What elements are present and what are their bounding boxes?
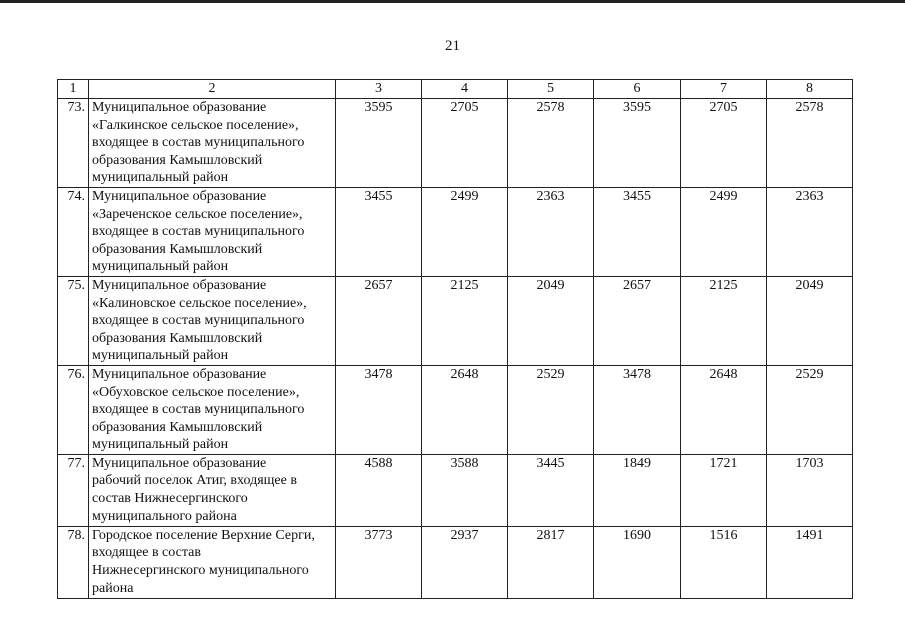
name-line: образования Камышловский — [92, 152, 263, 168]
value-cell: 3455 — [594, 187, 681, 276]
row-number: 73. — [58, 99, 89, 188]
value-cell: 2049 — [508, 276, 594, 365]
municipality-name — [89, 187, 336, 276]
value-cell: 2705 — [681, 99, 767, 188]
row-number: 74. — [58, 187, 89, 276]
name-line: образования Камышловский — [92, 241, 263, 257]
row-number: 75. — [58, 276, 89, 365]
value-cell: 3595 — [594, 99, 681, 188]
table-row — [58, 454, 853, 526]
municipality-name — [89, 526, 336, 598]
name-line: «Калиновское сельское поселение», — [92, 295, 307, 311]
name-line: муниципального района — [92, 508, 237, 524]
name-line: «Галкинское сельское поселение», — [92, 117, 299, 133]
value-cell: 3445 — [508, 454, 594, 526]
value-cell: 3773 — [336, 526, 422, 598]
value-cell: 2363 — [767, 187, 853, 276]
name-line: состав Нижнесергинского — [92, 491, 248, 507]
name-line: муниципальный район — [92, 348, 229, 364]
column-header: 2 — [89, 80, 336, 99]
column-header: 4 — [422, 80, 508, 99]
name-line: Городское поселение Верхние Серги, — [92, 527, 315, 543]
table-row — [58, 99, 853, 188]
value-cell: 2499 — [422, 187, 508, 276]
value-cell: 1516 — [681, 526, 767, 598]
value-cell: 3478 — [336, 365, 422, 454]
value-cell: 4588 — [336, 454, 422, 526]
name-line: рабочий поселок Атиг, входящее в — [92, 473, 297, 489]
row-number: 77. — [58, 454, 89, 526]
value-cell: 2657 — [594, 276, 681, 365]
row-number: 76. — [58, 365, 89, 454]
header-row — [58, 80, 853, 99]
municipality-name — [89, 99, 336, 188]
name-line: муниципальный район — [92, 259, 229, 275]
column-header: 6 — [594, 80, 681, 99]
value-cell: 1703 — [767, 454, 853, 526]
municipality-name — [89, 454, 336, 526]
value-cell: 2049 — [767, 276, 853, 365]
value-cell: 2705 — [422, 99, 508, 188]
column-header: 5 — [508, 80, 594, 99]
name-line: Муниципальное образование — [92, 277, 267, 293]
data-table — [57, 79, 853, 599]
column-header: 3 — [336, 80, 422, 99]
value-cell: 1721 — [681, 454, 767, 526]
value-cell: 3595 — [336, 99, 422, 188]
row-number: 78. — [58, 526, 89, 598]
value-cell: 1690 — [594, 526, 681, 598]
name-line: муниципальный район — [92, 437, 229, 453]
value-cell: 2529 — [767, 365, 853, 454]
value-cell: 2648 — [422, 365, 508, 454]
page-top-border — [0, 0, 905, 3]
value-cell: 2657 — [336, 276, 422, 365]
value-cell: 2499 — [681, 187, 767, 276]
name-line: Муниципальное образование — [92, 455, 267, 471]
value-cell: 3455 — [336, 187, 422, 276]
table-row — [58, 276, 853, 365]
page-number: 21 — [445, 38, 460, 54]
municipality-name — [89, 276, 336, 365]
value-cell: 3478 — [594, 365, 681, 454]
table-row — [58, 526, 853, 598]
name-line: входящее в состав — [92, 545, 201, 561]
municipality-name — [89, 365, 336, 454]
value-cell: 2125 — [422, 276, 508, 365]
column-header: 1 — [58, 80, 89, 99]
column-header: 7 — [681, 80, 767, 99]
value-cell: 1849 — [594, 454, 681, 526]
name-line: входящее в состав муниципального — [92, 224, 305, 240]
value-cell: 2817 — [508, 526, 594, 598]
value-cell: 2937 — [422, 526, 508, 598]
value-cell: 1491 — [767, 526, 853, 598]
name-line: Муниципальное образование — [92, 366, 267, 382]
name-line: Муниципальное образование — [92, 188, 267, 204]
name-line: «Обуховское сельское поселение», — [92, 384, 300, 400]
value-cell: 2578 — [508, 99, 594, 188]
name-line: образования Камышловский — [92, 330, 263, 346]
value-cell: 2125 — [681, 276, 767, 365]
name-line: муниципальный район — [92, 170, 229, 186]
value-cell: 2529 — [508, 365, 594, 454]
value-cell: 3588 — [422, 454, 508, 526]
name-line: входящее в состав муниципального — [92, 135, 305, 151]
value-cell: 2363 — [508, 187, 594, 276]
name-line: «Зареченское сельское поселение», — [92, 206, 303, 222]
table-row — [58, 187, 853, 276]
name-line: Муниципальное образование — [92, 100, 267, 115]
table-row — [58, 365, 853, 454]
name-line: Нижнесергинского муниципального — [92, 563, 309, 579]
name-line: входящее в состав муниципального — [92, 402, 305, 418]
value-cell: 2578 — [767, 99, 853, 188]
name-line: образования Камышловский — [92, 419, 263, 435]
column-header: 8 — [767, 80, 853, 99]
name-line: входящее в состав муниципального — [92, 313, 305, 329]
value-cell: 2648 — [681, 365, 767, 454]
name-line: района — [92, 580, 134, 596]
